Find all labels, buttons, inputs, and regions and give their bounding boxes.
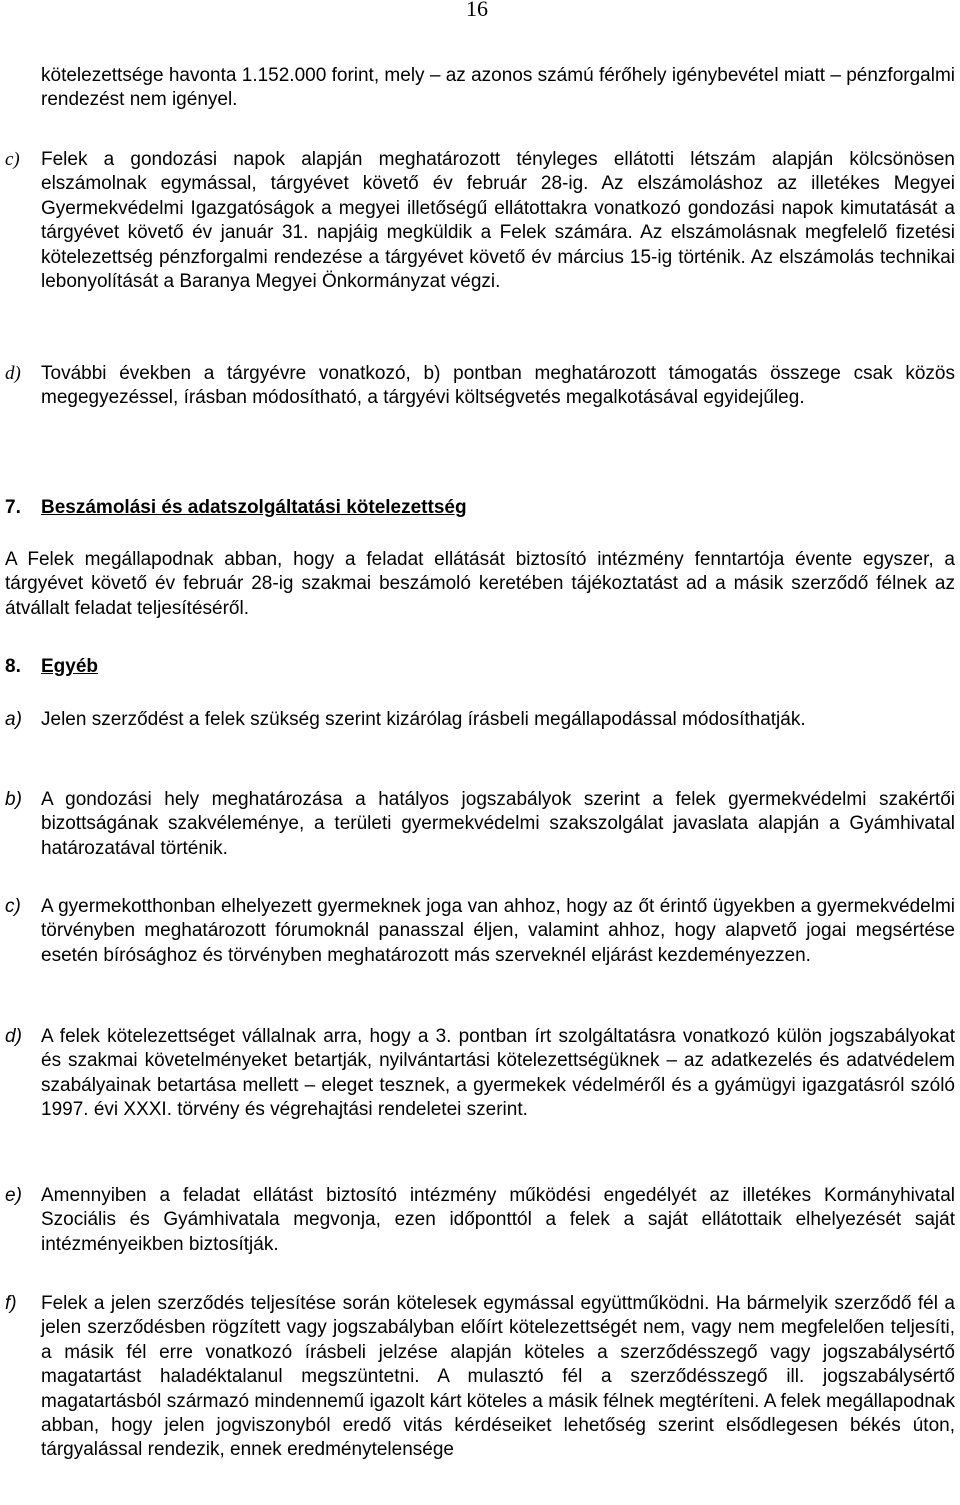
item-label: c) xyxy=(5,896,21,917)
list-item-8a xyxy=(5,708,955,732)
item-label: d) xyxy=(5,1026,22,1047)
item-label: a) xyxy=(5,709,22,730)
section-heading-8 xyxy=(5,655,98,679)
list-item-6c xyxy=(5,148,955,294)
item-text: Felek a jelen szerződés teljesítése során kötelesek egymással együttműködni. Ha bármelyik szerződő fél a jelen szerződésben rögzített vagy jogszabályban előírt kötelezettségét nem, vagy nem megfelelően teljesíti, a másik fél erre vonatkozó írásbeli jelzése alapján köteles a szerződésszegő vagy jogszabálysértő magatartást haladéktalanul megszüntetni. A mulasztó fél a szerződésszegő ill. jogszabálysértő magatartásból származó mindennemű igazolt kárt köteles a másik félnek megtéríteni. A felek megállapodnak abban, hogy jelen jogviszonyból eredő vitás kérdéseiket lehetőség szerint elsődlegesen békés úton, tárgyalással rendezik, ennek eredménytelensége xyxy=(41,1293,955,1461)
section-heading-7 xyxy=(5,496,467,520)
section-number: 7. xyxy=(5,497,21,518)
section-title: Beszámolási és adatszolgáltatási kötelezettség xyxy=(41,497,467,518)
section-title: Egyéb xyxy=(41,656,99,677)
list-item-8b xyxy=(5,788,955,861)
item-text: A gyermekotthonban elhelyezett gyermeknek joga van ahhoz, hogy az őt érintő ügyekben a gyermekvédelmi törvényben meghatározott fórumoknál panasszal éljen, valamint ahhoz, hogy alapvető jogai megsértése esetén bírósághoz és törvényben meghatározott más szerveknél eljárást kezdeményezzen. xyxy=(41,896,955,966)
item-text: Amennyiben a feladat ellátást biztosító intézmény működési engedélyét az illetékes Kormányhivatal Szociális és Gyámhivatala megvonja, ezen időponttól a felek a saját ellátottaik elhelyezését saját intézményeikben biztosítják. xyxy=(41,1185,955,1255)
item-label: d) xyxy=(5,363,21,384)
continuation-paragraph xyxy=(5,64,955,113)
continuation-text: kötelezettsége havonta 1.152.000 forint, mely – az azonos számú férőhely igénybevétel miatt – pénzforgalmi rendezést nem igényel. xyxy=(41,65,955,111)
section-7-paragraph: A Felek megállapodnak abban, hogy a feladat ellátását biztosító intézmény fenntartója évente egyszer, a tárgyévet követő év február 28-ig szakmai beszámoló keretében tájékoztatást ad a másik szerződő félnek az átvállalt feladat teljesítéséről. xyxy=(5,549,955,619)
item-label: c) xyxy=(5,149,20,170)
list-item-8e xyxy=(5,1184,955,1257)
item-text: További években a tárgyévre vonatkozó, b) pontban meghatározott támogatás összege csak közös megegyezéssel, írásban módosítható, a tárgyévi költségvetés megalkotásával egyidejűleg. xyxy=(41,363,955,409)
item-text: A gondozási hely meghatározása a hatályos jogszabályok szerint a felek gyermekvédelmi szakértői bizottságának szakvéleménye, a területi gyermekvédelmi szakszolgálat javaslata alapján a Gyámhivatal határozatával történik. xyxy=(41,789,955,859)
list-item-8d xyxy=(5,1025,955,1123)
item-label: e) xyxy=(5,1185,22,1206)
item-text: Felek a gondozási napok alapján meghatározott tényleges ellátotti létszám alapján kölcsönösen elszámolnak egymással, tárgyévet követő év február 28-ig. Az elszámoláshoz az illetékes Megyei Gyermekvédelmi Igazgatóságok a megyei illetőségű ellátottakra vonatkozó gondozási napok kimutatását a tárgyévet követő év január 31. napjáig megküldik a Felek számára. Az elszámolásnak megfelelő fizetési kötelezettség pénzforgalmi rendezése a tárgyévet követő év március 15-ig történik. Az elszámolás technikai lebonyolítását a Baranya Megyei Önkormányzat végzi. xyxy=(41,149,955,293)
page-number: 16 xyxy=(466,0,488,21)
item-label: f) xyxy=(5,1293,17,1314)
item-text: A felek kötelezettséget vállalnak arra, hogy a 3. pontban írt szolgáltatásra vonatkozó külön jogszabályokat és szakmai követelményeket betartják, nyilvántartási kötelezettségüknek – az adatkezelés és adatvédelem szabályainak betartása mellett – eleget tesznek, a gyermekek védelméről és a gyámügyi igazgatásról szóló 1997. évi XXXI. törvény és végrehajtási rendeletei szerint. xyxy=(41,1026,955,1121)
item-text: Jelen szerződést a felek szükség szerint kizárólag írásbeli megállapodással módosíthatják. xyxy=(41,709,806,730)
list-item-6d xyxy=(5,362,955,411)
list-item-8c xyxy=(5,895,955,968)
item-label: b) xyxy=(5,789,22,810)
section-number: 8. xyxy=(5,656,21,677)
list-item-8f xyxy=(5,1292,955,1463)
